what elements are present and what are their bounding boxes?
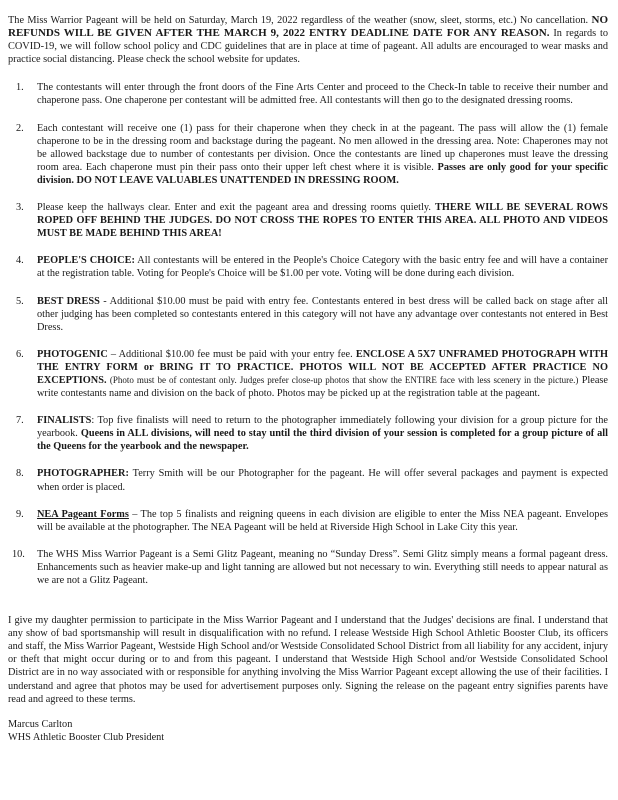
rule-bold-text: ENCLOSE A 5X7 UNFRAMED PHOTOGRAPH WITH THE ENTRY FORM or BRING IT TO PRACTICE. PHOTOS WILL NOT BE ACCEPTED AFTER PRACTICE NO EXCEPTIONS.	[37, 348, 608, 386]
intro-paragraph	[8, 14, 608, 66]
rule-text: The contestants will enter through the front doors of the Fine Arts Center and proceed to the Check-In table to receive their number and chaperone pass. One chaperone per contestant will be admitted free. All contestants will then go to the designated dressing rooms.	[37, 82, 608, 107]
rule-1	[8, 81, 608, 107]
covid-notice: In regards to COVID-19, we will follow school policy and CDC guidelines that are in place at time of pageant. All adults are encouraged to wear masks and practice social distancing. Please check the school website for updates.	[8, 28, 609, 66]
signature-name: Marcus Carlton	[8, 718, 73, 730]
rule-text: Terry Smith will be our Photographer for the pageant. He will offer several packages and payment is expected when order is placed.	[37, 468, 608, 493]
rule-2	[8, 122, 608, 187]
rule-text: Please keep the hallways clear. Enter and exit the pageant area and dressing rooms quietly.	[37, 202, 431, 214]
rule-number: 9.	[16, 508, 24, 520]
rule-number: 6.	[16, 348, 24, 360]
rule-text: Each contestant will receive one (1) pass for their chaperone when they check in at the pageant. The pass will allow the (1) female chaperone to be in the dressing room and backstage during the pageant. No men allowed in the dressing area. Note: Chaperones may not be allowed backstage due to number of contestants per division. Once the contestants are lined up chaperones must leave the dressing room area. Each chaperone must pin their pass onto their upper left chest where it is visible.	[37, 122, 608, 173]
rule-heading: PEOPLE'S CHOICE:	[37, 255, 135, 267]
rule-heading: FINALISTS	[37, 415, 92, 427]
rule-small-note: (Photo must be of contestant only. Judges prefer close-up photos that show the ENTIRE face with less scenery in the picture.)	[109, 374, 579, 385]
rule-number: 4.	[16, 255, 24, 267]
rule-number: 5.	[16, 295, 24, 307]
rule-text: - Additional $10.00 must be paid with entry fee. Contestants entered in best dress will be called back on stage after all other judging has been completed so contestants entered in this category will not have any advantage over contestants not entered in Best Dress.	[37, 295, 608, 333]
rule-bold-text: Passes are only good for your specific division. DO NOT LEAVE VALUABLES UNATTENDED IN DRESSING ROOM.	[37, 161, 608, 186]
rule-9	[8, 508, 608, 534]
rule-10	[8, 548, 608, 587]
rules-list	[8, 81, 608, 587]
rule-number: 1.	[16, 82, 24, 94]
rule-heading: BEST DRESS	[37, 295, 100, 307]
rule-number: 3.	[16, 202, 24, 214]
rule-heading: NEA Pageant Forms	[37, 508, 129, 520]
rule-7	[8, 414, 608, 453]
rule-5	[8, 295, 608, 334]
rule-3	[8, 201, 608, 240]
rule-bold-text: Queens in ALL divisions, will need to stay until the third division of your session is completed for a group picture of all the Queens for the yearbook and the newspaper.	[37, 428, 609, 453]
rule-text: – Additional $10.00 fee must be paid with your entry fee.	[110, 348, 353, 360]
rule-number: 7.	[16, 415, 24, 427]
rule-text: The WHS Miss Warrior Pageant is a Semi Glitz Pageant, meaning no “Sunday Dress”. Semi Glitz simply means a formal pageant dress. Enhancements such as heavier make-up and light tanning are allowed but not necessary to win. Everything still needs to appear natural as we are not a Glitz Pageant.	[37, 548, 608, 586]
rule-number: 2.	[16, 122, 24, 134]
rule-text: : Top five finalists will need to return to the photographer immediately following your division for a group picture for the yearbook.	[37, 415, 608, 440]
rule-text: – The top 5 finalists and reigning queens in each division are eligible to enter the Miss NEA pageant. Envelopes will be available at the photographer. The NEA Pageant will be held at Riverside High School in Lake City this year.	[37, 508, 609, 533]
rule-text-2: Please write contestants name and division on the back of photo. Photos may be picked up at the registration table at the pageant.	[37, 374, 608, 400]
signature-title: WHS Athletic Booster Club President	[8, 731, 165, 743]
rule-4	[8, 254, 608, 280]
rule-6	[8, 348, 608, 400]
rule-heading: PHOTOGRAPHER:	[37, 468, 129, 480]
rule-bold-text: THERE WILL BE SEVERAL ROWS ROPED OFF BEHIND THE JUDGES. DO NOT CROSS THE ROPES TO ENTER THIS AREA. ALL PHOTO AND VIDEOS MUST BE MADE BEHIND THIS AREA!	[37, 202, 608, 240]
intro-text: The Miss Warrior Pageant will be held on Saturday, March 19, 2022 regardless of the weather (snow, sleet, storms, etc.) No cancellation.	[8, 15, 589, 26]
rule-8	[8, 467, 608, 493]
release-paragraph: I give my daughter permission to participate in the Miss Warrior Pageant and I understand that the Judges' decisions are final. I understand that any show of bad sportsmanship will result in disqualification with no refund. I release Westside High School Athletic Booster Club, its officers and staff, the Miss Warrior Pageant, Westside High School and/or Westside Consolidated School District from all liability for any accident, injury or theft that might occur during or to and from this pageant. I understand that Westside High School and/or Westside Consolidated School District are in no way associated with or responsible for anything involving the Miss Warrior Pageant except allowing the use of their facilities. I understand and agree that photos may be used for advertisement purposes only. Signing the release on the pageant entry signifies parents have read and agreed to these terms.	[8, 615, 608, 705]
rule-number: 8.	[16, 468, 24, 480]
no-refunds-notice: NO REFUNDS WILL BE GIVEN AFTER THE MARCH 9, 2022 ENTRY DEADLINE DATE FOR ANY REASON.	[8, 14, 608, 40]
rule-number: 10.	[12, 548, 25, 560]
rule-text: All contestants will be entered in the People's Choice Category with the basic entry fee and will have a container at the registration table. Voting for People's Choice will be $1.00 per vote. Voting will be done during each division.	[37, 255, 608, 280]
rule-heading: PHOTOGENIC	[37, 348, 108, 360]
